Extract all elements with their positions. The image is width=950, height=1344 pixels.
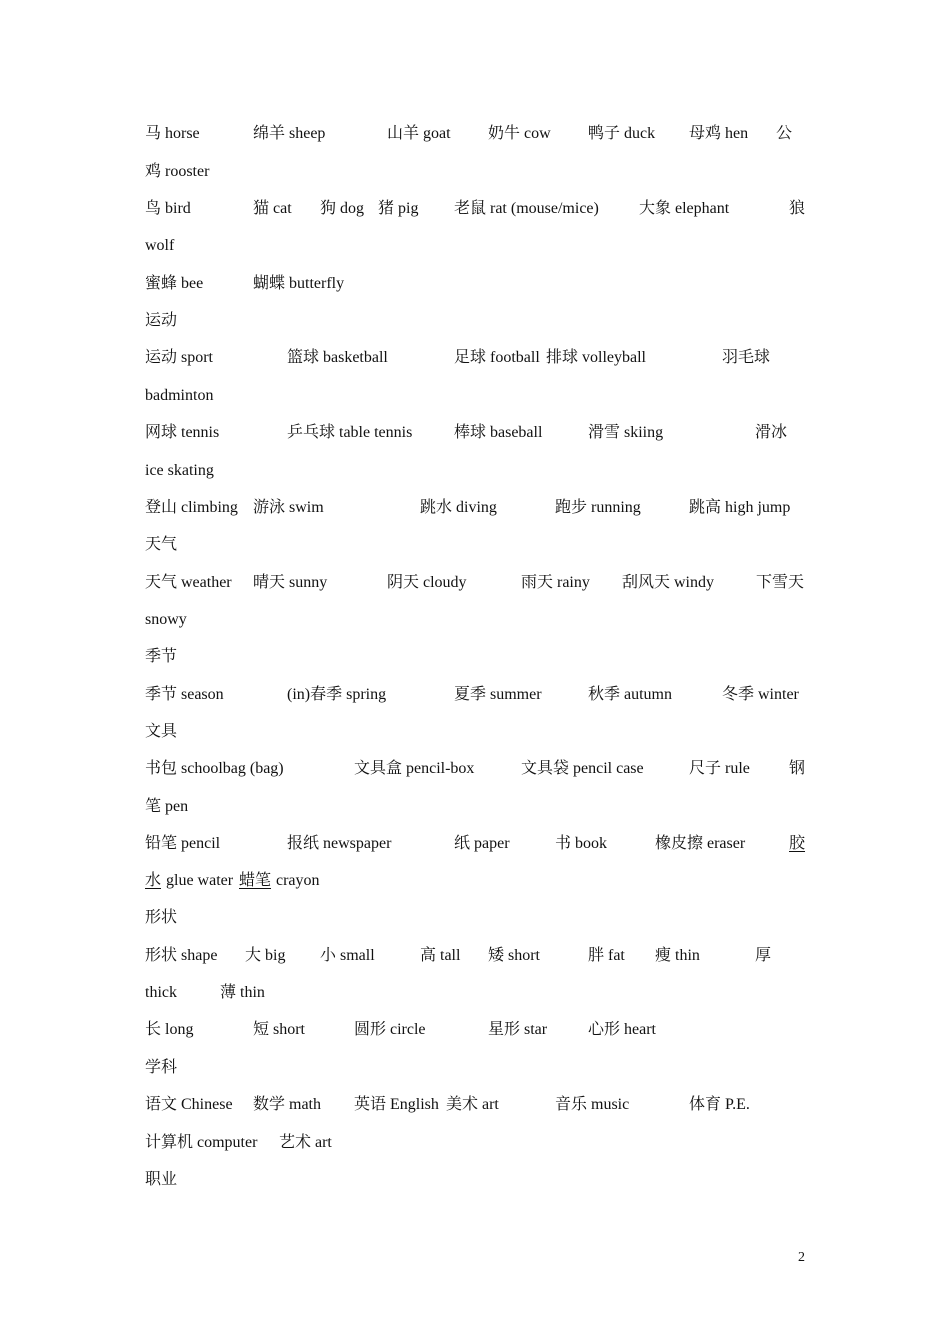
vocab-line-continuation — [0, 383, 950, 409]
vocab-entry: 秋季 autumn — [588, 686, 672, 703]
vocab-entry: 音乐 music — [555, 1096, 630, 1113]
section-heading-weather — [0, 532, 950, 558]
vocab-line-shapes — [0, 943, 950, 969]
vocab-entry: 跳水 diving — [420, 499, 497, 516]
vocab-entry: 雨天 rainy — [521, 574, 590, 591]
vocab-entry: 心形 heart — [588, 1021, 656, 1038]
vocab-entry: 文具袋 pencil case — [521, 760, 644, 777]
vocab-entry: 阴天 cloudy — [387, 574, 467, 591]
vocab-entry: 艺术 art — [279, 1134, 332, 1151]
vocab-entry: 钢 — [789, 760, 806, 777]
vocab-entry: 游泳 swim — [253, 499, 324, 516]
vocab-entry: 网球 tennis — [145, 424, 220, 441]
section-heading-occupations — [0, 1167, 950, 1193]
section-heading-shapes — [0, 905, 950, 931]
vocab-entry: 滑雪 skiing — [588, 424, 664, 441]
section-heading: 形状 — [145, 909, 178, 926]
vocab-entry: 蜜蜂 bee — [145, 275, 204, 292]
vocab-entry: 运动 sport — [145, 349, 214, 366]
vocab-entry: 蝴蝶 butterfly — [253, 275, 345, 292]
vocab-line-continuation — [0, 159, 950, 185]
vocab-line-continuation — [0, 607, 950, 633]
vocab-entry: 大 big — [245, 947, 286, 964]
vocab-entry: 母鸡 hen — [689, 125, 749, 142]
vocab-entry: 形状 shape — [145, 947, 218, 964]
vocab-entry: 文具盒 pencil-box — [354, 760, 475, 777]
vocab-entry: 狗 dog — [320, 200, 365, 217]
vocab-line-sports — [0, 495, 950, 521]
vocab-entry: 纸 paper — [454, 835, 510, 852]
vocab-entry: 小 small — [320, 947, 375, 964]
vocab-entry: thick — [145, 984, 177, 1001]
vocab-entry: 书包 schoolbag (bag) — [145, 760, 284, 777]
vocab-line-insects — [0, 271, 950, 297]
vocab-entry: 绵羊 sheep — [253, 125, 326, 142]
vocab-entry: 鸭子 duck — [588, 125, 656, 142]
vocab-entry: 薄 thin — [220, 984, 265, 1001]
vocab-entry: 瘦 thin — [655, 947, 700, 964]
vocab-line-weather — [0, 570, 950, 596]
vocab-entry: (in)春季 spring — [287, 686, 387, 703]
vocab-entry: 棒球 baseball — [454, 424, 543, 441]
vocab-entry: 乒乓球 table tennis — [287, 424, 413, 441]
vocab-entry: 山羊 goat — [387, 125, 451, 142]
vocab-entry: 夏季 summer — [454, 686, 542, 703]
vocab-entry: wolf — [145, 237, 175, 254]
section-heading: 文具 — [145, 723, 178, 740]
vocab-entry: 滑冰 — [755, 424, 788, 441]
vocab-entry: 数学 math — [253, 1096, 321, 1113]
vocab-line-sports — [0, 345, 950, 371]
vocab-entry: 美术 art — [446, 1096, 499, 1113]
vocab-entry: 季节 season — [145, 686, 224, 703]
vocab-entry: 马 horse — [145, 125, 200, 142]
vocab-line-continuation — [0, 980, 950, 1006]
vocab-line-subjects — [0, 1130, 950, 1156]
vocab-entry: snowy — [145, 611, 187, 628]
vocab-line-farm-animals — [0, 121, 950, 147]
vocab-entry-underlined: 水 — [145, 872, 162, 889]
section-heading-subjects — [0, 1055, 950, 1081]
section-heading: 季节 — [145, 648, 178, 665]
vocab-entry: 语文 Chinese — [145, 1096, 233, 1113]
vocab-entry: 鸡 rooster — [145, 163, 210, 180]
vocab-entry: 公 — [776, 125, 793, 142]
vocab-entry: 计算机 computer — [145, 1134, 258, 1151]
vocab-entry: 晴天 sunny — [253, 574, 328, 591]
vocab-line-continuation — [0, 233, 950, 259]
vocab-entry: 体育 P.E. — [689, 1096, 750, 1113]
vocab-entry: 铅笔 pencil — [145, 835, 221, 852]
vocab-entry: crayon — [276, 872, 320, 889]
vocab-entry: 下雪天 — [756, 574, 805, 591]
vocab-entry: ice skating — [145, 462, 214, 479]
vocab-entry: badminton — [145, 387, 214, 404]
vocab-entry: 羽毛球 — [722, 349, 771, 366]
vocab-entry: 星形 star — [488, 1021, 548, 1038]
vocab-line-continuation — [0, 794, 950, 820]
vocab-entry: 排球 volleyball — [546, 349, 646, 366]
section-heading: 天气 — [145, 536, 178, 553]
vocab-entry: 尺子 rule — [689, 760, 750, 777]
section-heading-sports — [0, 308, 950, 334]
section-heading: 职业 — [145, 1171, 178, 1188]
vocab-entry: 大象 elephant — [639, 200, 730, 217]
vocab-line-stationery — [0, 831, 950, 857]
page-number: 2 — [798, 1250, 805, 1265]
vocab-line-continuation — [0, 458, 950, 484]
vocab-entry: 矮 short — [488, 947, 541, 964]
vocab-entry: 报纸 newspaper — [287, 835, 392, 852]
vocab-entry: 登山 climbing — [145, 499, 238, 516]
vocab-line-sports — [0, 420, 950, 446]
vocab-entry-underlined: 胶 — [789, 835, 806, 852]
vocab-entry: 英语 English — [354, 1096, 439, 1113]
vocab-entry: 胖 fat — [588, 947, 625, 964]
vocab-line-stationery — [0, 756, 950, 782]
vocab-entry: glue water — [166, 872, 234, 889]
vocab-entry: 高 tall — [420, 947, 461, 964]
vocab-entry: 书 book — [555, 835, 608, 852]
vocab-line-continuation — [0, 868, 950, 894]
vocab-entry: 天气 weather — [145, 574, 232, 591]
vocab-entry: 长 long — [145, 1021, 194, 1038]
section-heading: 运动 — [145, 312, 178, 329]
vocab-entry: 猪 pig — [378, 200, 419, 217]
vocab-entry: 狼 — [789, 200, 806, 217]
vocab-entry: 冬季 winter — [722, 686, 799, 703]
vocab-entry: 笔 pen — [145, 798, 189, 815]
section-heading-seasons — [0, 644, 950, 670]
vocab-entry: 足球 football — [454, 349, 540, 366]
vocab-entry-underlined: 蜡笔 — [239, 872, 272, 889]
vocab-entry: 厚 — [755, 947, 772, 964]
vocab-entry: 老鼠 rat (mouse/mice) — [454, 200, 599, 217]
vocab-entry: 鸟 bird — [145, 200, 191, 217]
section-heading: 学科 — [145, 1059, 178, 1076]
vocab-line-animals — [0, 196, 950, 222]
vocab-entry: 篮球 basketball — [287, 349, 388, 366]
vocab-line-shapes — [0, 1017, 950, 1043]
vocab-entry: 刮风天 windy — [622, 574, 715, 591]
vocab-entry: 橡皮擦 eraser — [655, 835, 746, 852]
vocab-line-seasons — [0, 682, 950, 708]
section-heading-stationery — [0, 719, 950, 745]
vocab-entry: 短 short — [253, 1021, 306, 1038]
vocab-entry: 跑步 running — [555, 499, 641, 516]
vocab-entry: 圆形 circle — [354, 1021, 426, 1038]
vocab-entry: 奶牛 cow — [488, 125, 551, 142]
vocab-entry: 猫 cat — [253, 200, 292, 217]
vocab-line-subjects — [0, 1092, 950, 1118]
vocab-entry: 跳高 high jump — [689, 499, 791, 516]
